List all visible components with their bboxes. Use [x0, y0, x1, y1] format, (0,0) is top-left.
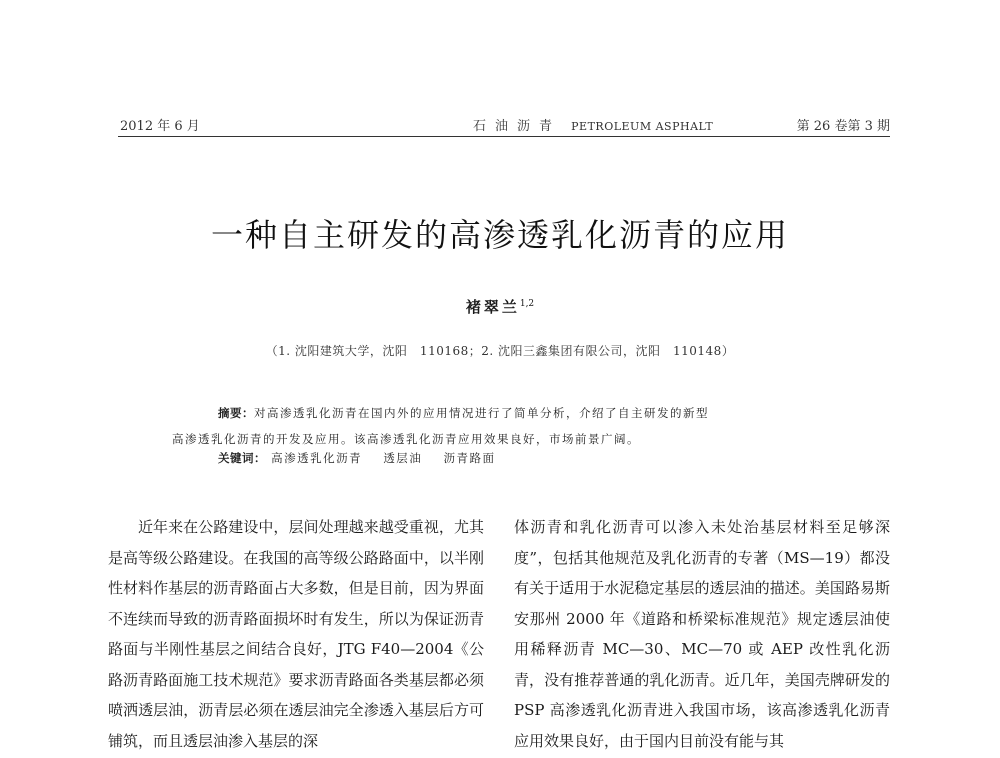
- running-header: [118, 112, 890, 134]
- abstract: [172, 400, 828, 452]
- author-line: [0, 296, 1000, 317]
- keyword: 高渗透乳化沥青: [271, 451, 363, 465]
- keyword: 沥青路面: [443, 451, 496, 465]
- body-paragraph: 体沥青和乳化沥青可以渗入未处治基层材料至足够深度”，包括其他规范及乳化沥青的专著（MS—19）都没有关于适用于水泥稳定基层的透层油的描述。美国路易斯安那州 2000 年《道路和桥梁标准规范》规定透层油使用稀释沥青 MC—30、MC—70 或 AEP 改性乳化沥青，没有推荐普通的乳化沥青。近几年，美国壳牌研发的 PSP 高渗透乳化沥青进入我国市场，该高渗透乳化沥青应用效果良好，由于国内目前没有能与其: [514, 518, 890, 750]
- author-name: 褚翠兰: [465, 298, 520, 316]
- journal-name-en: PETROLEUM ASPHALT: [571, 120, 714, 133]
- article-title: 一种自主研发的高渗透乳化沥青的应用: [210, 216, 789, 254]
- journal-name: [473, 115, 713, 134]
- keyword: 透层油: [383, 451, 423, 465]
- body-paragraph: 近年来在公路建设中，层间处理越来越受重视，尤其是高等级公路建设。在我国的高等级公路路面中，以半刚性材料作基层的沥青路面占大多数，但是目前，因为界面不连续而导致的沥青路面损坏时有发生，所以为保证沥青路面与半刚性基层之间结合良好，JTG F40—2004《公路沥青路面施工技术规范》要求沥青路面各类基层都必须喷洒透层油，沥青层必须在透层油完全渗透入基层后方可铺筑，而且透层油渗入基层的深: [108, 518, 484, 750]
- body-column-left: [108, 512, 484, 756]
- affiliation: （1. 沈阳建筑大学，沈阳 110168；2. 沈阳三鑫集团有限公司，沈阳 110148）: [265, 344, 735, 358]
- keywords-label: 关键词：: [218, 451, 266, 465]
- issue-date: 2012 年 6 月: [120, 119, 200, 134]
- abstract-label: 摘要：: [218, 406, 254, 420]
- volume-issue: 第 26 卷第 3 期: [796, 119, 890, 134]
- abstract-first-line: [172, 400, 828, 426]
- abstract-text-1: 对高渗透乳化沥青在国内外的应用情况进行了简单分析，介绍了自主研发的新型: [254, 406, 709, 420]
- journal-name-cn: 石油沥青: [473, 119, 562, 134]
- body-column-right: [514, 512, 890, 756]
- author-affiliation-marker: 1,2: [519, 299, 535, 309]
- keywords: [218, 450, 511, 466]
- header-rule: [118, 136, 890, 137]
- abstract-text-2: 高渗透乳化沥青的开发及应用。该高渗透乳化沥青应用效果良好，市场前景广阔。: [172, 432, 640, 446]
